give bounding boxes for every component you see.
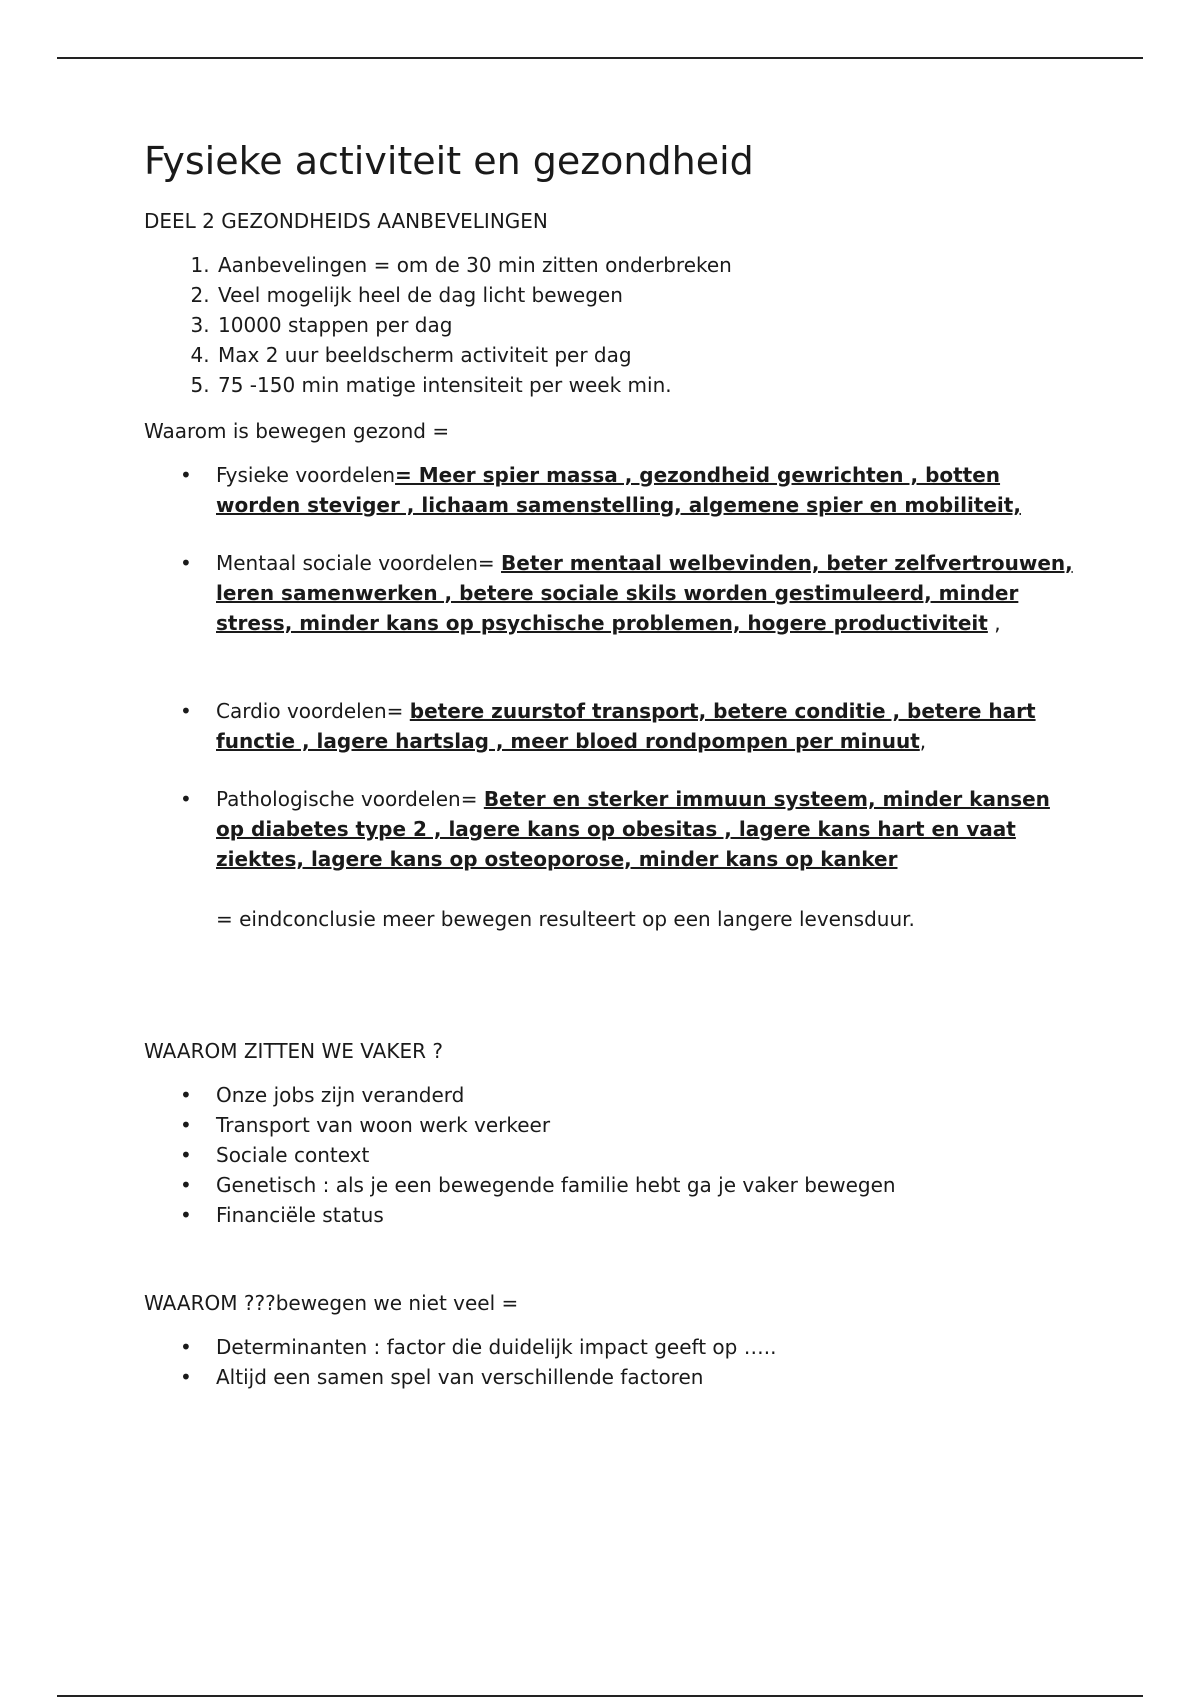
- sitting-heading: WAAROM ZITTEN WE VAKER ?: [144, 1038, 443, 1063]
- why-heading: Waarom is bewegen gezond =: [144, 418, 450, 443]
- list-item: • Sociale context: [216, 1140, 1084, 1170]
- benefit-detail: Beter en sterker immuun systeem, minder kansen op diabetes type 2 , lagere kans op obesitas , lagere kans hart en vaat ziektes, lagere kans op osteoporose, minder kans op kanker: [216, 786, 1050, 871]
- benefit-suffix: ,: [987, 610, 1001, 635]
- list-item: • Altijd een samen spel van verschillende factoren: [216, 1362, 1084, 1392]
- sitting-reasons-list: [144, 1080, 1084, 1230]
- top-rule: [57, 57, 1143, 59]
- benefit-label: Mentaal sociale voordelen=: [216, 550, 502, 575]
- bottom-rule: [57, 1695, 1143, 1697]
- notmoving-reasons-list: [144, 1332, 1084, 1392]
- list-item: 4. Max 2 uur beeldscherm activiteit per dag: [216, 340, 1084, 370]
- list-item: • Transport van woon werk verkeer: [216, 1110, 1084, 1140]
- benefit-physical: [216, 460, 1084, 520]
- list-item: • Genetisch : als je een bewegende familie hebt ga je vaker bewegen: [216, 1170, 1084, 1200]
- list-item: 2. Veel mogelijk heel de dag licht bewegen: [216, 280, 1084, 310]
- list-item: 1. Aanbevelingen = om de 30 min zitten onderbreken: [216, 250, 1084, 280]
- spacer: [144, 934, 1084, 1036]
- document-body: [144, 140, 1084, 1392]
- list-item: 5. 75 -150 min matige intensiteit per week min.: [216, 370, 1084, 400]
- benefit-cardio: [216, 696, 1084, 756]
- page-title: Fysieke activiteit en gezondheid: [144, 139, 754, 183]
- list-item: • Onze jobs zijn veranderd: [216, 1080, 1084, 1110]
- conclusion-text: = eindconclusie meer bewegen resulteert op een langere levensduur.: [216, 906, 915, 931]
- list-item: 3. 10000 stappen per dag: [216, 310, 1084, 340]
- benefit-detail: Beter mentaal welbevinden, beter zelfvertrouwen, leren samenwerken , betere sociale skils worden gestimuleerd, minder stress, minder kans op psychische problemen, hogere productiviteit: [216, 550, 1073, 635]
- benefit-label: Pathologische voordelen=: [216, 786, 484, 811]
- benefits-list: [144, 460, 1084, 874]
- benefit-label: Fysieke voordelen: [216, 462, 396, 487]
- list-item: • Financiële status: [216, 1200, 1084, 1230]
- recommendations-list: [144, 250, 1084, 400]
- benefit-suffix: ,: [919, 728, 927, 753]
- benefit-label: Cardio voordelen=: [216, 698, 410, 723]
- part-heading: DEEL 2 GEZONDHEIDS AANBEVELINGEN: [144, 208, 548, 233]
- benefit-mental-social: [216, 548, 1084, 638]
- list-item: • Determinanten : factor die duidelijk impact geeft op …..: [216, 1332, 1084, 1362]
- benefit-pathological: [216, 784, 1084, 874]
- benefit-detail: = Meer spier massa , gezondheid gewrichten , botten worden steviger , lichaam samenstelling, algemene spier en mobiliteit,: [216, 462, 1021, 517]
- notmoving-heading: WAAROM ???bewegen we niet veel =: [144, 1290, 519, 1315]
- benefit-detail: betere zuurstof transport, betere conditie , betere hart functie , lagere hartslag , meer bloed rondpompen per minuut: [216, 698, 1036, 753]
- spacer: [144, 1230, 1084, 1288]
